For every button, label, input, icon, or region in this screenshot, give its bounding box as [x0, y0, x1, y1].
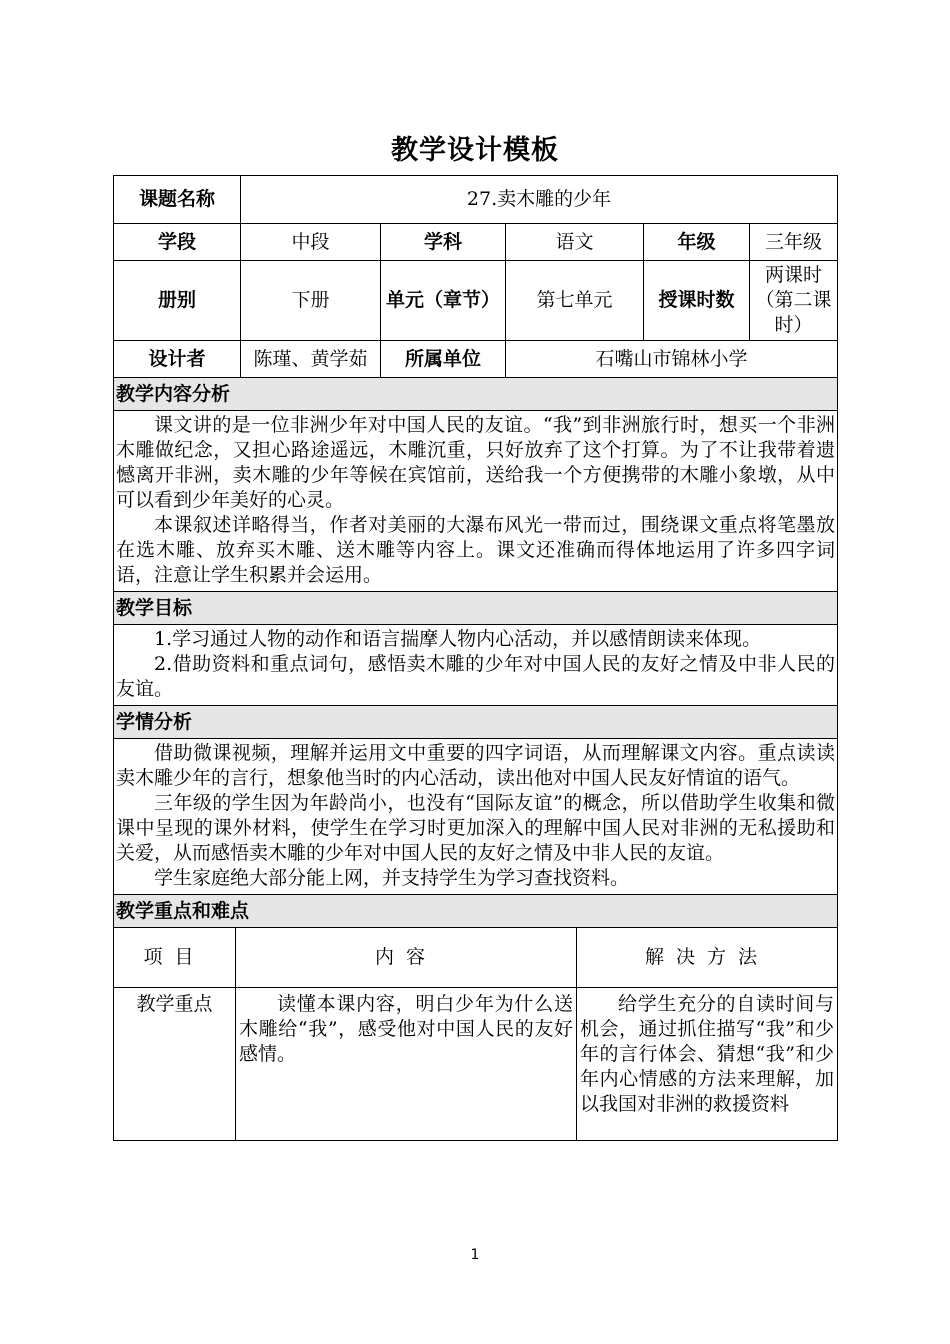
row1-content: 读懂本课内容，明白少年为什么送木雕给“我”，感受他对中国人民的友好感情。: [239, 993, 573, 1065]
section-title: 教学内容分析: [114, 378, 838, 411]
stage-value: 中段: [241, 224, 381, 261]
document-title: 教学设计模板: [391, 135, 559, 166]
keypoints-row-1: [114, 988, 838, 1141]
section-title: 教学目标: [114, 592, 838, 625]
section-content-analysis-header: [114, 378, 838, 411]
org-value: 石嘴山市锦林小学: [506, 341, 838, 378]
section-title: 学情分析: [114, 706, 838, 739]
topic-label: 课题名称: [114, 176, 241, 224]
learner-p2: 三年级的学生因为年龄尚小，也没有“国际友谊”的概念，所以借助学生收集和微课中呈现的课外材料，使学生在学习时更加深入的理解中国人民对非洲的无私援助和关爱，从而感悟卖木雕的少年对中国人民的友好之情及中非人民的友谊。: [116, 792, 836, 864]
content-analysis-p2: 本课叙述详略得当，作者对美丽的大瀑布风光一带而过，围绕课文重点将笔墨放在选木雕、放弃买木雕、送木雕等内容上。课文还准确而得体地运用了许多四字词语，注意让学生积累并会运用。: [116, 514, 836, 586]
unit-value: 第七单元: [506, 261, 644, 341]
learner-p3: 学生家庭绝大部分能上网，并支持学生为学习查找资料。: [154, 867, 630, 889]
col-method: 解决方法: [577, 928, 838, 988]
row-designer: [114, 341, 838, 378]
row-volume: [114, 261, 838, 341]
unit-label: 单元（章节）: [381, 261, 506, 341]
subject-value: 语文: [506, 224, 644, 261]
goal-1: 1.学习通过人物的动作和语言揣摩人物内心活动，并以感情朗读来体现。: [154, 628, 762, 650]
section-goals-header: [114, 592, 838, 625]
designer-label: 设计者: [114, 341, 241, 378]
lesson-plan-table: [113, 175, 837, 1141]
col-content: 内容: [236, 928, 577, 988]
hours-label: 授课时数: [644, 261, 750, 341]
row-topic: [114, 176, 838, 224]
stage-label: 学段: [114, 224, 241, 261]
section-learner-header: [114, 706, 838, 739]
topic-value: 27.卖木雕的少年: [241, 176, 838, 224]
col-item: 项目: [114, 928, 236, 988]
keypoints-header-row: [114, 928, 838, 988]
learner-p1: 借助微课视频，理解并运用文中重要的四字词语，从而理解课文内容。重点读读卖木雕少年的言行，想象他当时的内心活动，读出他对中国人民友好情谊的语气。: [116, 742, 836, 789]
section-title: 教学重点和难点: [114, 895, 838, 928]
section-learner-body: [114, 739, 838, 895]
grade-value: 三年级: [750, 224, 838, 261]
row1-item: 教学重点: [114, 988, 236, 1141]
content-analysis-p1: 课文讲的是一位非洲少年对中国人民的友谊。“我”到非洲旅行时，想买一个非洲木雕做纪念，又担心路途遥远，木雕沉重，只好放弃了这个打算。为了不让我带着遗憾离开非洲，卖木雕的少年等候在宾馆前，送给我一个方便携带的木雕小象墩，从中可以看到少年美好的心灵。: [116, 414, 836, 511]
volume-label: 册别: [114, 261, 241, 341]
section-goals-body: [114, 625, 838, 706]
hours-value: 两课时（第二课时）: [750, 261, 838, 341]
volume-value: 下册: [241, 261, 381, 341]
row1-method: 给学生充分的自读时间与机会，通过抓住描写“我”和少年的言行体会、猜想“我”和少年内心情感的方法来理解，加以我国对非洲的救援资料: [580, 993, 834, 1115]
designer-value: 陈瑾、黄学茹: [241, 341, 381, 378]
row-stage: [114, 224, 838, 261]
keypoints-table: [113, 927, 838, 1141]
goal-2: 2.借助资料和重点词句，感悟卖木雕的少年对中国人民的友好之情及中非人民的友谊。: [116, 653, 836, 700]
section-keypoints-header: [114, 895, 838, 928]
section-content-analysis-body: [114, 411, 838, 592]
grade-label: 年级: [644, 224, 750, 261]
subject-label: 学科: [381, 224, 506, 261]
page-number: 1: [470, 1247, 480, 1263]
org-label: 所属单位: [381, 341, 506, 378]
info-table: [113, 175, 838, 928]
